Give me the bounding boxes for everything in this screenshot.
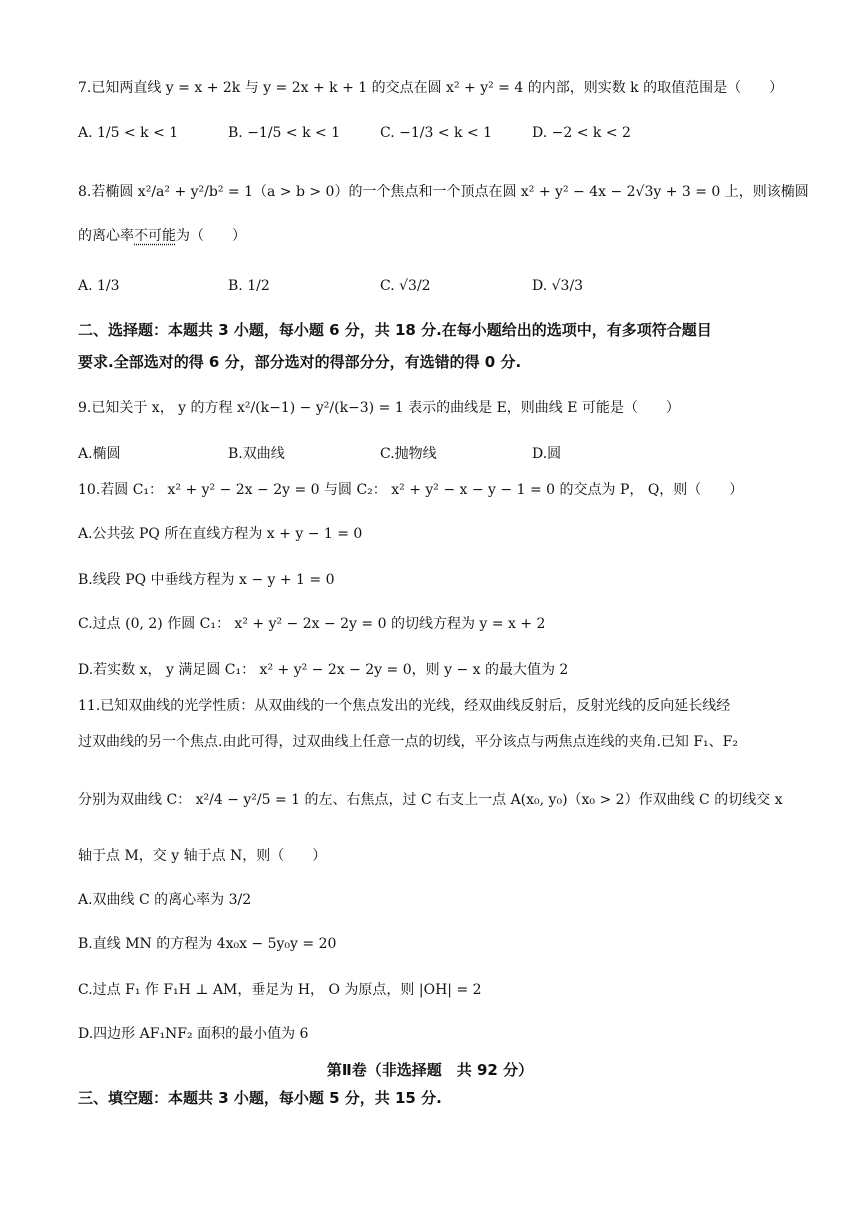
q7-option-a: A. 1/5 < k < 1 (78, 125, 179, 141)
q11-line4: 轴于点 M，交 y 轴于点 N，则（ ） (78, 848, 327, 864)
q11-line3: 分别为双曲线 C： x²/4 − y²/5 = 1 的左、右焦点，过 C 右支上一点 A(x₀, y₀)（x₀ > 2）作双曲线 C 的切线交 x (78, 792, 783, 808)
q8-option-a: A. 1/3 (78, 278, 120, 294)
section2-line1: 二、选择题：本题共 3 小题，每小题 6 分，共 18 分.在每小题给出的选项中，有多项符合题目 (78, 321, 712, 339)
q9-option-a: A.椭圆 (78, 446, 121, 462)
q9-stem: 9.已知关于 x， y 的方程 x²/(k−1) − y²/(k−3) = 1 表示的曲线是 E，则曲线 E 可能是（ ） (78, 400, 680, 416)
q11-option-a: A.双曲线 C 的离心率为 3/2 (78, 892, 252, 908)
q11-option-d: D.四边形 AF₁NF₂ 面积的最小值为 6 (78, 1026, 309, 1042)
q8-emphasis: 不可能 (134, 228, 176, 244)
q11-option-b: B.直线 MN 的方程为 4x₀x − 5y₀y = 20 (78, 936, 337, 952)
q10-stem: 10.若圆 C₁： x² + y² − 2x − 2y = 0 与圆 C₂： x² + y² − x − y − 1 = 0 的交点为 P， Q，则（ ） (78, 482, 744, 498)
q8-option-d: D. √3/3 (532, 278, 584, 294)
q11-line2: 过双曲线的另一个焦点.由此可得，过双曲线上任意一点的切线，平分该点与两焦点连线的夹角.已知 F₁、F₂ (78, 734, 739, 750)
part2-title: 第Ⅱ卷（非选择题 共 92 分） (326, 1061, 534, 1079)
q11-line1: 11.已知双曲线的光学性质：从双曲线的一个焦点发出的光线，经双曲线反射后，反射光线的反向延长线经 (78, 698, 731, 714)
q7-stem: 7.已知两直线 y = x + 2k 与 y = 2x + k + 1 的交点在圆 x² + y² = 4 的内部，则实数 k 的取值范围是（ ） (78, 80, 784, 96)
section2-line2: 要求.全部选对的得 6 分，部分选对的得部分分，有选错的得 0 分. (78, 353, 522, 371)
q9-option-d: D.圆 (532, 446, 562, 462)
section3-title: 三、填空题：本题共 3 小题，每小题 5 分，共 15 分. (78, 1089, 442, 1107)
q8-stem-line2 (78, 226, 246, 246)
q10-option-b: B.线段 PQ 中垂线方程为 x − y + 1 = 0 (78, 572, 335, 588)
q7-option-c: C. −1/3 < k < 1 (380, 125, 493, 141)
q8-stem-pre: 的离心率 (78, 228, 134, 244)
q8-option-c: C. √3/2 (380, 278, 431, 294)
q10-option-c: C.过点 (0, 2) 作圆 C₁： x² + y² − 2x − 2y = 0 的切线方程为 y = x + 2 (78, 616, 546, 632)
q10-option-d: D.若实数 x， y 满足圆 C₁： x² + y² − 2x − 2y = 0，则 y − x 的最大值为 2 (78, 662, 569, 678)
q7-option-d: D. −2 < k < 2 (532, 125, 631, 141)
q8-stem-line1: 8.若椭圆 x²/a² + y²/b² = 1（a > b > 0）的一个焦点和一个顶点在圆 x² + y² − 4x − 2√3y + 3 = 0 上，则该椭圆 (78, 184, 809, 200)
q7-option-b: B. −1/5 < k < 1 (228, 125, 341, 141)
q11-option-c: C.过点 F₁ 作 F₁H ⊥ AM，垂足为 H， O 为原点，则 |OH| = 2 (78, 982, 482, 998)
q8-option-b: B. 1/2 (228, 278, 270, 294)
q9-option-b: B.双曲线 (228, 446, 285, 462)
q8-stem-post: 为（ ） (176, 228, 246, 244)
q10-option-a: A.公共弦 PQ 所在直线方程为 x + y − 1 = 0 (78, 526, 363, 542)
q9-option-c: C.抛物线 (380, 446, 437, 462)
